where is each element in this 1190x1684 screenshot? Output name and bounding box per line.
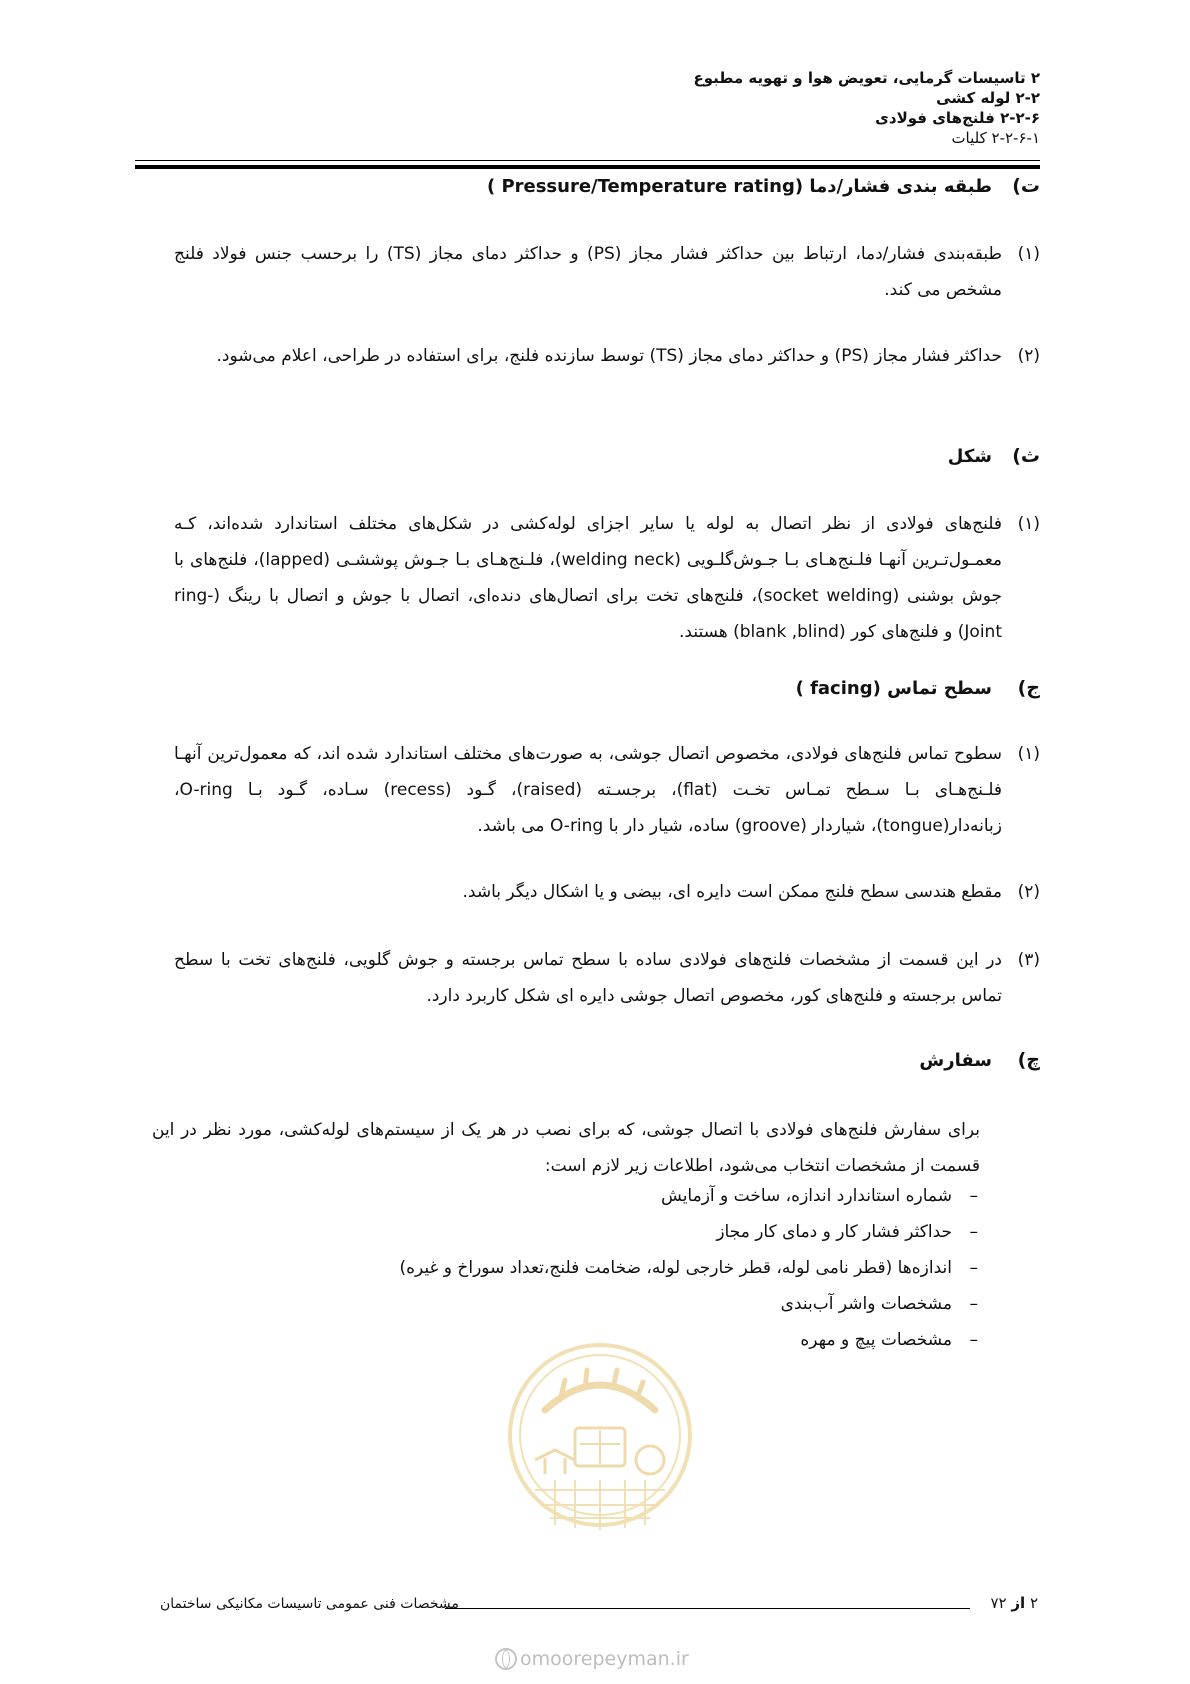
list-item	[152, 736, 1040, 844]
item-text: طبقه‌بندی فشار/دما، ارتباط بین حداکثر فشار مجاز (PS) و حداکثر دمای مجاز (TS) را برحسب جنس فولاد فلنج مشخص می کند.	[174, 244, 1002, 300]
bullet-text: اندازه‌ها (قطر نامی لوله، قطر خارجی لوله، ضخامت فلنج،تعداد سوراخ و غیره)	[399, 1258, 952, 1278]
bullet-text: حداکثر فشار کار و دمای کار مجاز	[716, 1222, 952, 1242]
list-item	[158, 1214, 978, 1250]
website-watermark	[495, 1648, 689, 1670]
item-text: حداکثر فشار مجاز (PS) و حداکثر دمای مجاز (TS) توسط سازنده فلنج، برای استفاده در طراحی، اعلام می‌شود.	[216, 346, 1002, 366]
section-letter: ت)	[1012, 175, 1040, 197]
seal-logo-icon	[505, 1340, 695, 1530]
item-text: در این قسمت از مشخصات فلنج‌های فولادی ساده با سطح تماس برجسته و جوش گلویی، فلنج‌های تخت با سطح تماس برجسته و فلنج‌های کور، مخصوص اتصال جوشی دایره ای شکل کاربرد دارد.	[174, 950, 1002, 1006]
section-heading-facing	[160, 674, 1040, 702]
item-text: سطوح تماس فلنج‌های فولادی، مخصوص اتصال جوشی، به صورت‌های مختلف استاندارد شده اند، که معمول‌ترین آنهـا فلـنج‌هـای بـا سـطح تمـاس تخـت (flat)، برجسـته (raised)، گـود (recess) سـاده، گـود بـا O-ring، زبانه‌دار(tongue)، شیاردار (groove) ساده، شیار دار با O-ring می باشد.	[174, 744, 1002, 836]
footer-rule	[445, 1608, 970, 1609]
header-rule-thin	[135, 160, 1040, 161]
footer-document-title: مشخصات فنی عمومی تاسیسات مکانیکی ساختمان	[160, 1596, 459, 1612]
item-number: (۲)	[1017, 346, 1040, 366]
section-heading-shape	[160, 442, 1040, 470]
website-text: omoorepeyman.ir	[520, 1648, 689, 1670]
page-of-label: از	[1011, 1594, 1026, 1612]
order-paragraph: برای سفارش فلنج‌های فولادی با اتصال جوشی، که برای نصب در هر یک از سیستم‌های لوله‌کشی، مورد نظر در این قسمت از مشخصات انتخاب می‌شود، اطلاعات زیر لازم است:	[152, 1120, 980, 1176]
header-topic: ۲-۲-۶-۱ کلیات	[951, 129, 1040, 147]
page-header	[440, 68, 1040, 148]
bullet-text: شماره استاندارد اندازه، ساخت و آزمایش	[661, 1186, 952, 1206]
bullet-text: مشخصات واشر آب‌بندی	[780, 1294, 952, 1314]
section-title: طبقه بندی فشار/دما (Pressure/Temperature rating )	[486, 175, 992, 197]
item-number: (۳)	[1017, 950, 1040, 970]
list-item	[152, 874, 1040, 910]
header-chapter: ۲ تاسیسات گرمایی، تعویض هوا و تهویه مطبوع	[693, 69, 1040, 87]
section-letter: چ)	[1017, 1049, 1040, 1071]
item-text: مقطع هندسی سطح فلنج ممکن است دایره ای، بیضی و یا اشکال دیگر باشد.	[462, 882, 1002, 902]
section-title: سفارش	[919, 1049, 992, 1071]
bullet-dash: –	[969, 1186, 978, 1206]
section-heading-order	[160, 1046, 1040, 1074]
item-number: (۲)	[1017, 882, 1040, 902]
item-number: (۱)	[1017, 244, 1040, 264]
page-number	[990, 1594, 1038, 1612]
header-rule-thick	[135, 165, 1040, 169]
bullet-text: مشخصات پیچ و مهره	[800, 1330, 952, 1350]
list-item	[158, 1286, 978, 1322]
header-subsection: ۲-۲-۶ فلنج‌های فولادی	[875, 109, 1040, 127]
list-item	[158, 1250, 978, 1286]
bullet-dash: –	[969, 1294, 978, 1314]
page-total: ۷۲	[990, 1594, 1007, 1612]
list-item	[158, 1178, 978, 1214]
list-item	[152, 338, 1040, 374]
page-current: ۲	[1029, 1594, 1038, 1612]
section-letter: ث)	[1012, 445, 1040, 467]
item-number: (۱)	[1017, 744, 1040, 764]
item-text: فلنج‌های فولادی از نظر اتصال به لوله یا سایر اجزای لوله‌کشی در شکل‌های مختلف استاندارد شده‌اند، کـه معمـول‌تـرین آنهـا فلـنج‌هـای بـا جـوش‌گلـویی (welding neck)، فلـنج‌هـای بـا جـوش پوششـی (lapped)، فلنج‌های با جوش بوشنی (socket welding)، فلنج‌های تخت برای اتصال‌های دنده‌ای، اتصال با جوش و اتصال با رینگ (ring-Joint) و فلنج‌های کور (blank ,blind) هستند.	[174, 514, 1003, 642]
section-heading-pressure-rating	[160, 172, 1040, 200]
globe-icon	[495, 1648, 517, 1670]
list-item	[152, 506, 1040, 650]
item-number: (۱)	[1017, 514, 1040, 534]
section-letter: ج)	[1017, 677, 1040, 699]
bullet-dash: –	[969, 1330, 978, 1350]
bullet-dash: –	[969, 1258, 978, 1278]
bullet-dash: –	[969, 1222, 978, 1242]
list-item	[152, 942, 1040, 1014]
section-title: شکل	[947, 445, 992, 467]
header-section: ۲-۲ لوله کشی	[936, 89, 1040, 107]
list-item	[152, 236, 1040, 308]
order-requirements-list	[158, 1178, 978, 1358]
section-title: سطح تماس (facing )	[795, 677, 992, 699]
